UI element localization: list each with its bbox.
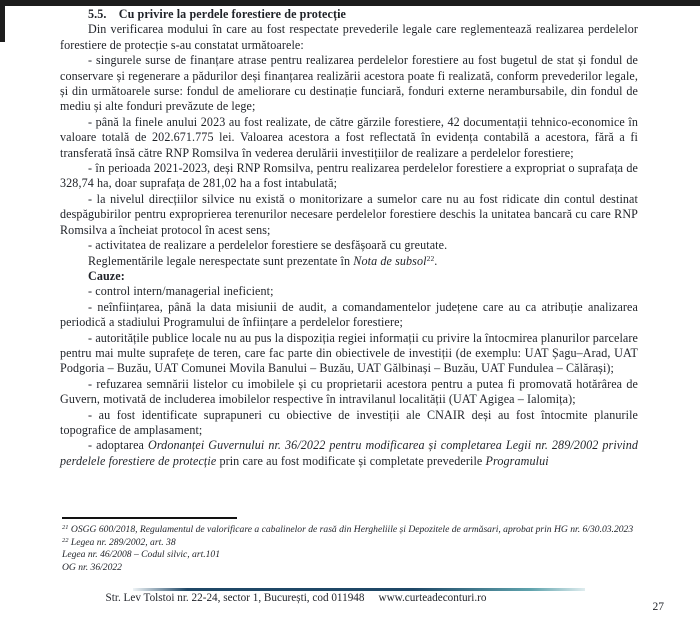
footnote-continuation [62, 562, 640, 575]
footnote-22 [62, 537, 640, 550]
text-segment: Nota de subsol [353, 253, 427, 268]
paragraph [60, 284, 638, 299]
scan-edge-top [0, 0, 700, 6]
text-segment: - control intern/managerial ineficient; [88, 284, 274, 299]
paragraph [60, 438, 638, 469]
footnote-divider [62, 517, 237, 519]
text-segment: - refuzarea semnării listelor cu imobilele și cu proprietarii acestora pentru a putea fi promovată hotărârea de Guvern, motivată de includerea imobilelor respective în intravilanul localității (UAT Agigea – Ialomița); [60, 376, 638, 407]
paragraph [60, 161, 638, 192]
text-segment: 22 [426, 253, 435, 263]
paragraph [60, 115, 638, 161]
text-segment: - la nivelul direcțiilor silvice nu există o monitorizare a sumelor care nu au fost ridicate din contul destinat despăgubirilor pentru exproprierea terenurilor necesare perdelelor forestiere deschis la unitatea bancară cu care RNP Romsilva a încheiat protocol în acest sens; [60, 191, 638, 237]
text-segment: OSGG 600/2018, Regulamentul de valorificare a cabalinelor de rasă din Hergheliile și Depozitele de armăsari, aprobat prin HG nr. 6/30.03.2023 [68, 524, 634, 535]
page-footer [60, 592, 532, 605]
footer-website: www.curteadeconturi.ro [378, 592, 487, 604]
text-segment: Legea nr. 46/2008 – Codul silvic, art.101 [62, 549, 221, 561]
text-segment: prin care au fost modificate și completate prevederile [216, 453, 486, 468]
text-segment: 21 [62, 524, 69, 531]
text-segment: OG nr. 36/2022 [62, 562, 122, 574]
footer-address: Str. Lev Tolstoi nr. 22-24, sector 1, București, cod 011948 [105, 592, 365, 604]
text-segment: - neînființarea, până la data misiunii de audit, a comandamentelor județene care au ca atribuție analizarea periodică a stadiului Programului de înființare a perdelelor forestiere; [60, 299, 638, 330]
paragraph [60, 238, 638, 253]
footer-divider [133, 588, 585, 591]
paragraph [60, 254, 638, 269]
text-segment: Cauze: [88, 268, 125, 283]
text-segment: Programului [485, 453, 549, 468]
paragraph [60, 53, 638, 115]
text-segment: . [434, 253, 438, 268]
text-segment: 22 [62, 536, 69, 544]
text-segment: - în perioada 2021-2023, deși RNP Romsilva, pentru realizarea perdelelor forestiere a expropriat o suprafața de 328,74 ha, doar suprafața de 281,02 ha a fost intabulată; [60, 161, 638, 191]
document-body [60, 7, 638, 469]
scan-edge-left [0, 0, 5, 42]
text-segment: - adoptarea [88, 438, 148, 453]
footnote-21 [62, 524, 640, 537]
causes-label [60, 269, 638, 284]
footnote-continuation [62, 549, 640, 562]
text-segment: - activitatea de realizare a perdelelor forestiere se desfășoară cu greutate. [88, 238, 448, 253]
paragraph [60, 300, 638, 331]
text-segment: Reglementările legale nerespectate sunt prezentate în [88, 253, 354, 268]
text-segment: - singurele surse de finanțare atrase pentru realizarea perdelelor forestiere au fost bugetul de stat și fondul de conservare și regenerare a pădurilor deși finanțarea realizării acestora poate fi realizată, conform prevederilor legale, și din următoarele surse: fondul de ameliorare cu destinație funciară, fonduri externe nerambursabile, din fondul de mediu și alte fonduri prevăzute de lege; [60, 53, 638, 114]
section-heading [60, 7, 638, 22]
paragraph [60, 22, 638, 53]
paragraph [60, 331, 638, 377]
paragraph [60, 408, 638, 439]
text-segment: - până la finele anului 2023 au fost realizate, de către gărzile forestiere, 42 documentații tehnico-economice în valoare totală de 202.671.775 lei. Valoarea acestora a fost reflectată în evidența contabilă a acestora, fără a fi transferată însă către RNP Romsilva în vederea derulării investițiilor de realizare a perdelelor forestiere; [60, 114, 638, 160]
text-segment: - autoritățile publice locale nu au pus la dispoziția regiei informații cu privire la întocmirea planurilor parcelare pentru mai multe suprafețe de teren, care fac parte din obiectivele de investiții (de exemplu: UAT Șagu–Arad, UAT Podgoria – Buzău, UAT Comunei Movila Banului – Buzău, UAT Gălbinași – Buzău, UAT Fundulea – Călărași); [60, 330, 638, 376]
footnotes-section [62, 524, 640, 575]
text-segment: Din verificarea modului în care au fost respectate prevederile legale care reglementează realizarea perdelelor forestiere de protecție s-au constatat următoarele: [60, 22, 638, 52]
text-segment: 5.5. Cu privire la perdele forestiere de protecție [88, 7, 347, 21]
text-segment: Legea nr. 289/2002, art. 38 [68, 536, 176, 548]
paragraph [60, 377, 638, 408]
paragraph [60, 192, 638, 238]
text-segment: - au fost identificate suprapuneri cu obiective de investiții ale CNAIR deși au fost întocmite planurile topografice de amplasament; [60, 407, 638, 437]
page-number: 27 [652, 601, 664, 613]
text-segment: Ordonanței Guvernului nr. 36/2022 pentru modificarea și completarea Legii nr. 289/2002 privind perdelele forestiere de protecție [60, 438, 639, 468]
